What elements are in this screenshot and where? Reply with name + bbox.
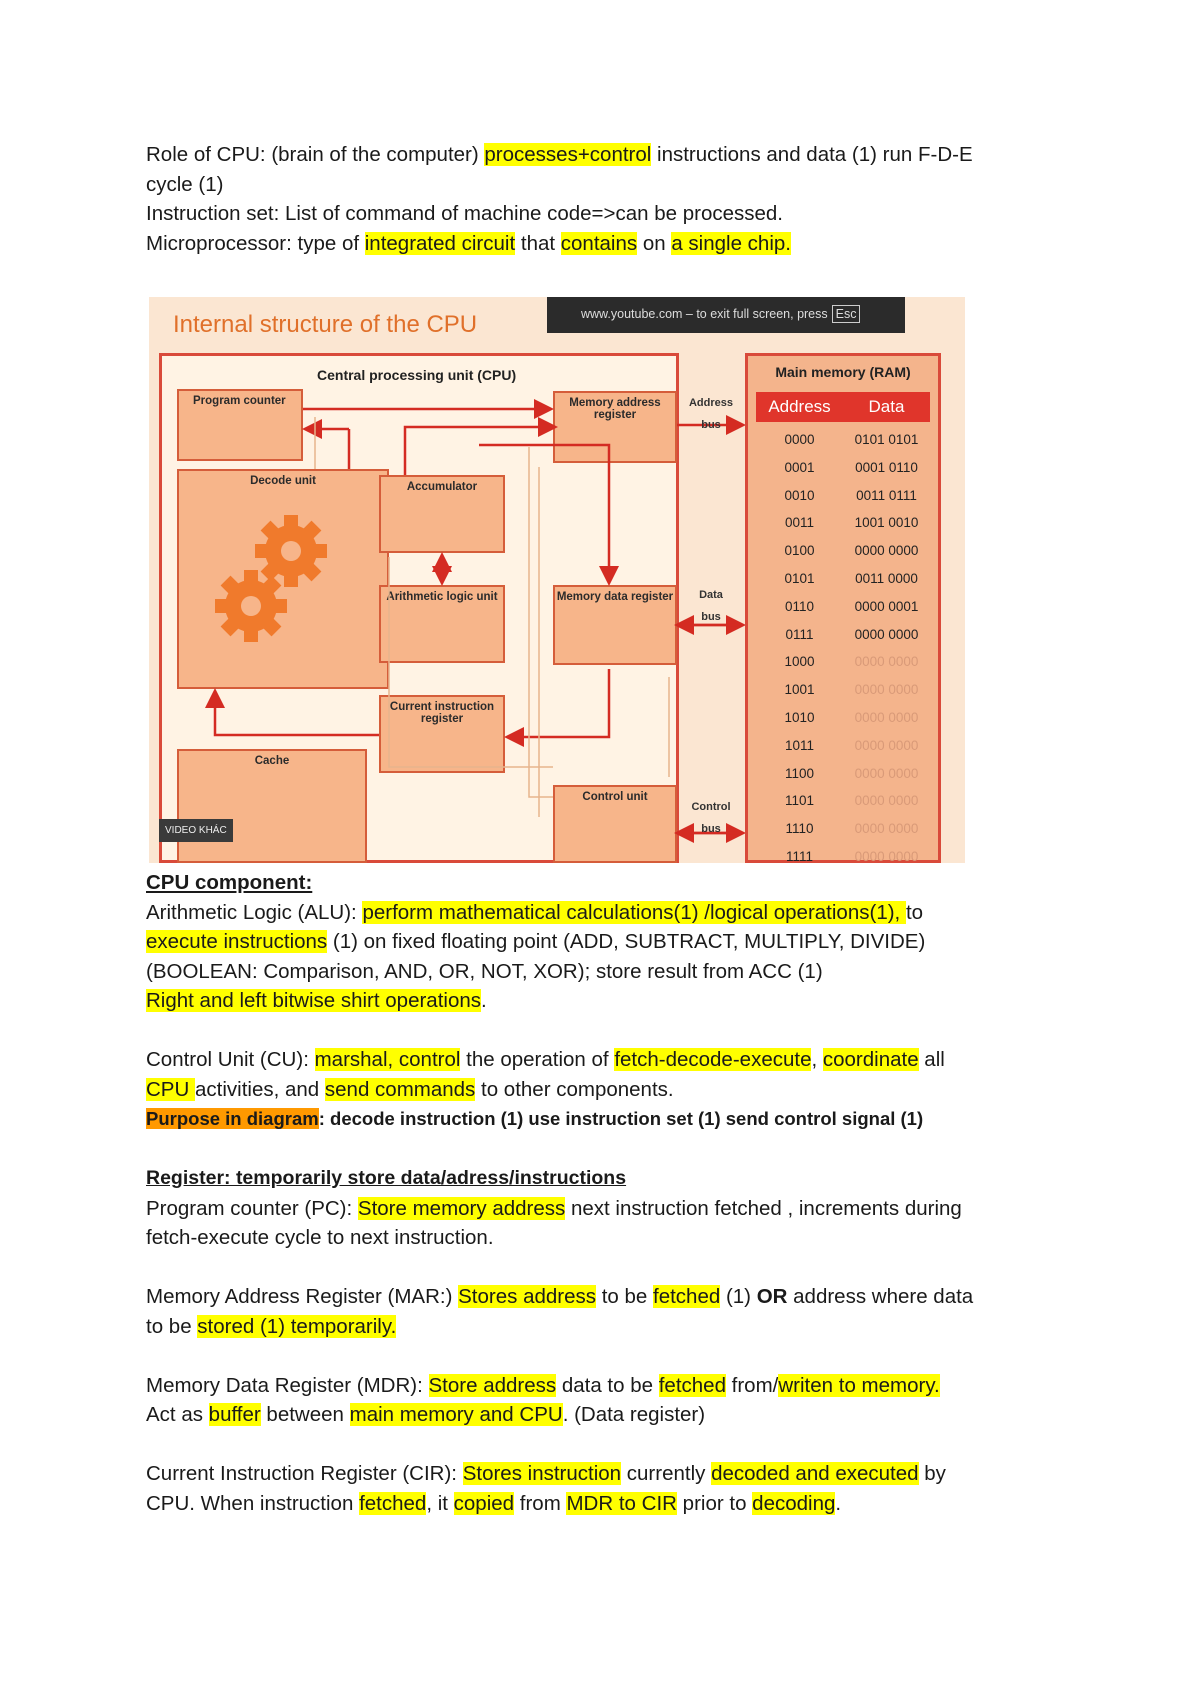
alu-box: Arithmetic logic unit xyxy=(379,585,505,663)
ram-address-cell: 0001 xyxy=(784,459,815,475)
cu-line-2 xyxy=(146,1075,1066,1105)
ram-data-cell: 0000 0000 xyxy=(854,626,919,642)
ram-row xyxy=(756,482,930,510)
ram-data-cell: 1001 0010 xyxy=(854,515,919,531)
ram-row xyxy=(756,760,930,788)
cir-box: Current instruction register xyxy=(379,695,505,773)
cu-line-1 xyxy=(146,1045,1066,1075)
ram-address-cell: 0111 xyxy=(785,626,814,642)
highlight: contains xyxy=(560,231,638,255)
ram-address-cell: 0110 xyxy=(784,598,815,614)
text: to be xyxy=(146,1314,198,1338)
ram-data-cell: 0000 0000 xyxy=(854,654,919,670)
video-watermark: VIDEO KHÁC xyxy=(159,819,233,842)
ram-row xyxy=(756,704,930,732)
ram-header xyxy=(756,392,930,422)
highlight: marshal, control xyxy=(314,1048,461,1071)
text: Memory Address Register (MAR:) xyxy=(146,1285,459,1308)
ram-row xyxy=(756,676,930,704)
text: on xyxy=(637,231,672,255)
ram-header-data: Data xyxy=(868,397,905,416)
ram-data-cell: 0011 0111 xyxy=(856,487,917,503)
ram-address-cell: 1111 xyxy=(785,848,814,863)
text: : decode instruction (1) use instruction set (1) send control signal (1) xyxy=(318,1108,924,1129)
ram-row xyxy=(756,565,930,593)
ram-data-cell: 0011 0000 xyxy=(855,570,918,586)
ram-data-cell: 0000 0000 xyxy=(854,821,919,837)
highlight: processes+control xyxy=(484,143,652,166)
purpose-line xyxy=(146,1104,1066,1134)
mdr-line-1 xyxy=(146,1371,1066,1401)
ram-address-cell: 1101 xyxy=(784,793,815,809)
text: , it xyxy=(426,1491,454,1515)
ram-row xyxy=(756,454,930,482)
text: from xyxy=(514,1491,567,1515)
microprocessor-line xyxy=(146,229,1066,259)
ram-address-cell: 0100 xyxy=(784,543,815,559)
pc-line-1 xyxy=(146,1194,1066,1224)
ram-address-cell: 0011 xyxy=(784,515,815,531)
ram-data-cell: 0000 0000 xyxy=(854,682,919,698)
text: from/ xyxy=(725,1373,779,1397)
text: CPU. When instruction xyxy=(146,1491,360,1515)
highlight: fetch-decode-execute xyxy=(614,1048,812,1071)
ram-row xyxy=(756,843,930,863)
ram-row xyxy=(756,815,930,843)
ram-row xyxy=(756,593,930,621)
text: (1) on fixed floating point (ADD, SUBTRACT, MULTIPLY, DIVIDE) xyxy=(327,930,926,953)
text: . (Data register) xyxy=(562,1403,706,1426)
highlight: fetched xyxy=(658,1373,726,1397)
ram-address-cell: 0101 xyxy=(784,570,815,586)
highlight: stored (1) temporarily. xyxy=(197,1314,397,1338)
ram-row xyxy=(756,648,930,676)
highlight: Stores address xyxy=(458,1285,596,1308)
bus-label: bus xyxy=(701,419,721,431)
cpu-structure-figure xyxy=(149,297,965,863)
highlight: execute instructions xyxy=(146,930,328,953)
mar-box: Memory address register xyxy=(553,391,677,463)
highlight: copied xyxy=(453,1491,515,1515)
mdr-line-2 xyxy=(146,1400,1066,1430)
text: between xyxy=(260,1403,350,1426)
highlight: MDR to CIR xyxy=(566,1491,677,1515)
text: Current Instruction Register (CIR): xyxy=(146,1462,463,1485)
text: by xyxy=(918,1462,946,1485)
text: all xyxy=(918,1048,945,1071)
highlight: Store memory address xyxy=(357,1196,566,1220)
ram-data-cell: 0000 0000 xyxy=(854,765,919,781)
cir-line-2 xyxy=(146,1489,1066,1519)
ram-header-address: Address xyxy=(768,397,831,416)
ram-row xyxy=(756,537,930,565)
text: , xyxy=(811,1048,823,1071)
address-bus-label xyxy=(681,397,741,431)
text: . xyxy=(835,1491,842,1515)
text: Program counter (PC): xyxy=(146,1196,358,1220)
highlight: CPU xyxy=(146,1077,195,1101)
text: to xyxy=(905,900,924,924)
ram-data-cell: 0000 0000 xyxy=(854,709,919,725)
address-label: Address xyxy=(688,397,734,409)
alu-line-3: (BOOLEAN: Comparison, AND, OR, NOT, XOR); store result from ACC (1) xyxy=(146,959,823,983)
ram-data-cell: 0101 0101 xyxy=(854,432,919,447)
control-label: Control xyxy=(691,801,731,813)
text: Role of CPU: (brain of the computer) xyxy=(146,143,485,166)
highlight: integrated circuit xyxy=(364,231,516,255)
ram-address-cell: 1000 xyxy=(784,654,815,670)
ram-address-cell: 0000 xyxy=(784,432,815,447)
highlight: fetched xyxy=(653,1285,721,1308)
highlight: perform mathematical calculations(1) /logical operations(1), xyxy=(362,900,906,924)
bus-label: bus xyxy=(701,611,721,623)
ram-address-cell: 1010 xyxy=(784,709,815,725)
cache-box: Cache xyxy=(177,749,367,863)
highlight: writen to memory. xyxy=(778,1373,940,1397)
notes-section xyxy=(146,868,1066,1518)
ram-address-cell: 1011 xyxy=(784,737,815,753)
control-bus-label xyxy=(681,801,741,835)
ram-data-cell: 0000 0000 xyxy=(854,848,919,863)
cpu-title: Central processing unit (CPU) xyxy=(317,367,517,383)
text: next instruction fetched , increments during xyxy=(565,1196,962,1220)
program-counter-box: Program counter xyxy=(177,389,303,461)
text: address where data xyxy=(787,1285,974,1308)
highlight: Right and left bitwise shirt operations xyxy=(146,989,482,1012)
ram-rows xyxy=(756,426,930,863)
text: Microprocessor: type of xyxy=(146,231,365,255)
youtube-bar-text: www.youtube.com – to exit full screen, press xyxy=(581,307,828,321)
text: instructions and data (1) run F-D-E xyxy=(651,143,973,166)
highlight: Purpose in diagram xyxy=(146,1108,319,1129)
ram-row xyxy=(756,787,930,815)
mdr-box: Memory data register xyxy=(553,585,677,665)
highlight: decoding xyxy=(752,1491,836,1515)
ram-data-cell: 0000 0001 xyxy=(854,598,919,614)
text: data to be xyxy=(556,1373,659,1397)
text: activities, and xyxy=(194,1077,325,1101)
ram-address-cell: 1110 xyxy=(785,821,814,837)
pc-line-2: fetch-execute cycle to next instruction. xyxy=(146,1226,494,1249)
intro-section xyxy=(146,140,1066,258)
highlight: fetched xyxy=(359,1491,427,1515)
bold-text: OR xyxy=(756,1285,788,1308)
mar-line-2 xyxy=(146,1312,1066,1342)
text: to other components. xyxy=(475,1077,674,1101)
ram-row xyxy=(756,732,930,760)
ram-row xyxy=(756,426,930,454)
highlight: Stores instruction xyxy=(462,1462,622,1485)
control-unit-box: Control unit xyxy=(553,785,677,863)
ram-data-cell: 0001 0110 xyxy=(855,459,918,475)
ram-address-cell: 0010 xyxy=(784,487,815,503)
ram-data-cell: 0000 0000 xyxy=(854,737,919,753)
text: (1) xyxy=(720,1285,757,1308)
text: Arithmetic Logic (ALU): xyxy=(146,900,363,924)
cpu-component-heading: CPU component: xyxy=(146,871,313,894)
bus-label: bus xyxy=(701,823,721,835)
ram-address-cell: 1001 xyxy=(784,682,815,698)
highlight: a single chip. xyxy=(671,231,791,255)
text: Control Unit (CU): xyxy=(146,1048,315,1071)
register-heading: Register: temporarily store data/adress/instructions xyxy=(146,1167,627,1189)
cir-line-1 xyxy=(146,1459,1066,1489)
alu-line-2 xyxy=(146,927,1066,957)
accumulator-box: Accumulator xyxy=(379,475,505,553)
figure-title: Internal structure of the CPU xyxy=(173,311,478,338)
ram-title: Main memory (RAM) xyxy=(775,364,911,380)
highlight: Store address xyxy=(428,1373,557,1397)
text: . xyxy=(481,989,487,1012)
highlight: coordinate xyxy=(822,1048,919,1071)
ram-table xyxy=(745,353,941,863)
role-of-cpu-line-2: cycle (1) xyxy=(146,172,224,196)
highlight: buffer xyxy=(208,1403,261,1426)
highlight: main memory and CPU xyxy=(349,1403,563,1426)
data-bus-label xyxy=(681,589,741,623)
text: the operation of xyxy=(460,1048,615,1071)
data-label: Data xyxy=(699,589,723,601)
ram-row xyxy=(756,509,930,537)
ram-address-cell: 1100 xyxy=(784,765,815,781)
instruction-set-line: Instruction set: List of command of machine code=>can be processed. xyxy=(146,202,783,225)
text: prior to xyxy=(676,1491,753,1515)
esc-key: Esc xyxy=(832,305,861,323)
role-of-cpu-line xyxy=(146,140,1066,170)
text: Act as xyxy=(146,1403,209,1426)
highlight: decoded and executed xyxy=(711,1462,919,1485)
ram-row xyxy=(756,621,930,649)
text: that xyxy=(515,231,561,255)
alu-line-4 xyxy=(146,986,1066,1016)
highlight: send commands xyxy=(324,1077,476,1101)
ram-data-cell: 0000 0000 xyxy=(854,793,919,809)
text: to be xyxy=(596,1285,653,1308)
ram-data-cell: 0000 0000 xyxy=(854,543,919,559)
mar-line-1 xyxy=(146,1282,1066,1312)
decode-unit-label: Decode unit xyxy=(250,475,316,487)
alu-line-1 xyxy=(146,898,1066,928)
text: Memory Data Register (MDR): xyxy=(146,1373,429,1397)
text: currently xyxy=(621,1462,712,1485)
